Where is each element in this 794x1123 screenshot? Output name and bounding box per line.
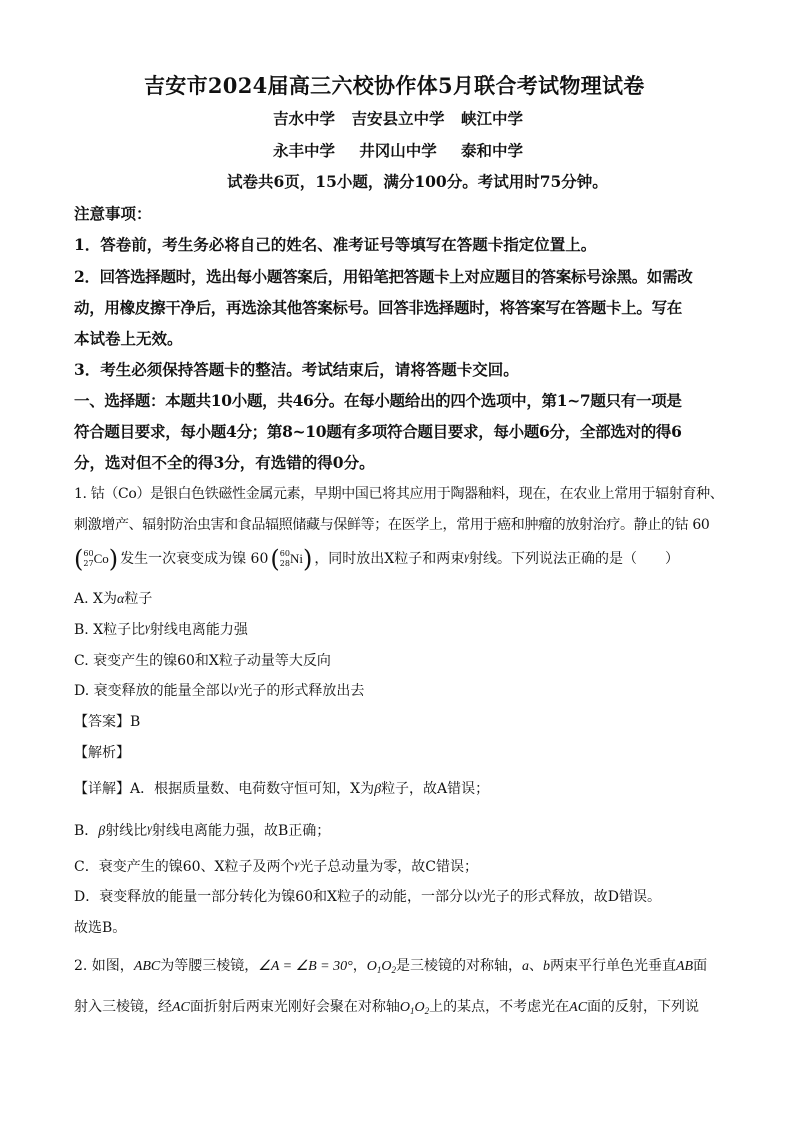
q1-detail-d [74,887,661,905]
face-ab-label: AB [675,959,694,974]
option-text: A. X为 [74,591,117,607]
section-1-line-2: 符合题目要求，每小题4分；第8~10题有多项符合题目要求，每小题6分，全部选对的得6 [74,422,682,441]
axis-letter: O [366,959,377,974]
detail-text: 射线比 [105,823,148,839]
q1-detail-c [74,857,478,875]
angle-expression: ∠A = ∠B = 30° [258,959,353,974]
notes-item-2-line-1: 2．回答选择题时，选出每小题答案后，用铅笔把答题卡上对应题目的答案标号涂黑。如需改 [74,267,693,286]
q2-text: 面折射后两束光刚好会聚在对称轴 [189,999,400,1015]
school-name: 泰和中学 [460,141,523,160]
q2-text: 2. 如图， [74,958,134,974]
axis-letter: O [381,959,392,974]
q2-text: 射入三棱镜，经 [74,999,172,1015]
option-text: 射线电离能力强 [149,622,248,638]
option-text: D. 衰变释放的能量全部以 [74,683,234,699]
beam-a-label: a [521,959,529,974]
gamma-symbol: γ [464,549,470,563]
q1-option-c: C. 衰变产生的镍60和X粒子动量等大反向 [74,653,331,669]
q2-text: ， [352,958,367,974]
notes-heading: 注意事项： [74,204,152,223]
school-name: 吉安县立中学 [351,109,445,128]
axis-label-o1o2: $O_1O_2$ [366,959,396,975]
axis-letter: O [414,1000,425,1015]
q2-stem-line-2 [74,1000,699,1015]
q2-text: 为等腰三棱镜， [160,958,259,974]
school-list-row1 [273,111,523,127]
element-symbol: Ni [289,551,303,566]
mass-number: 60 [83,549,94,558]
school-name: 峡江中学 [460,109,523,128]
school-list-row2 [273,143,523,159]
cobalt-60-nuclide: ( 60 27 Co) [74,545,119,573]
detail-text: 粒子，故A错误； [381,781,490,797]
q1-text: ，同时放出X粒子和两束 [314,551,465,567]
atomic-number: 27 [83,559,94,568]
section-1-line-3: 分，选对但不全的得3分，有选错的得0分。 [74,453,375,472]
notes-item-2-line-2: 动，用橡皮擦干净后，再选涂其他答案标号。回答非选择题时，将答案写在答题卡上。写在 [74,298,683,317]
q1-analysis-heading: 【解析】 [74,745,130,761]
beta-symbol: β [98,824,106,839]
q1-answer: 【答案】B [74,714,141,730]
detail-text: 光子总动量为零，故C错误； [299,859,478,875]
gamma-symbol: γ [294,857,300,871]
school-name: 井冈山中学 [359,141,437,160]
notes-item-3: 3．考生必须保持答题卡的整洁。考试结束后，请将答题卡交回。 [74,360,519,379]
face-ac-label: AC [569,1000,588,1015]
detail-text: 【详解】A．根据质量数、电荷数守恒可知，X为 [74,781,375,797]
q2-text: 、 [528,958,543,974]
q1-option-a [74,592,152,607]
q1-stem-line-1: 1. 钴（Co）是银白色铁磁性金属元素，早期中国已将其应用于陶器釉料，现在，在农业上常用于辐射育种、 [74,486,724,502]
gamma-symbol: γ [477,887,482,901]
detail-text: C．衰变产生的镍60、X粒子及两个 [74,859,295,875]
notes-item-2-line-3: 本试卷上无效。 [74,329,183,348]
exam-info: 试卷共6页，15小题，满分100分。考试用时75分钟。 [227,172,608,191]
q1-stem-line-2: 刺激增产、辐射防治虫害和食品辐照储藏与保鲜等；在医学上，常用于癌和肿瘤的放射治疗。静止的钴 60 [74,517,710,533]
q1-conclusion: 故选B。 [74,920,127,936]
option-text: 粒子 [124,591,153,607]
q1-option-b [74,620,248,638]
school-name: 永丰中学 [273,141,336,160]
prism-label: ABC [133,959,161,974]
section-1-line-1: 一、选择题：本题共10小题，共46分。在每小题给出的四个选项中，第1~7题只有一项是 [74,391,682,410]
beam-b-label: b [542,959,550,974]
q2-text: 上的某点，不考虑光在 [429,999,570,1015]
q2-text: 是三棱镜的对称轴， [395,958,522,974]
beta-symbol: β [374,782,382,797]
face-ac-label: AC [172,1000,190,1015]
mass-number: 60 [279,549,290,558]
gamma-symbol: γ [233,681,239,695]
q1-text: 射线。下列说法正确的是（ ） [469,551,680,567]
notes-item-1: 1．答卷前，考生务必将自己的姓名、准考证号等填写在答题卡指定位置上。 [74,235,597,254]
q1-text: 发生一次衰变成为镍 60 [120,551,269,567]
q2-text: 面的反射，下列说 [587,999,700,1015]
page-title: 吉安市2024届高三六校协作体5月联合考试物理试卷 [144,73,645,98]
q1-option-d [74,681,365,699]
element-symbol: Co [93,551,109,566]
axis-label-o1o2: $O_1O_2$ [399,1000,430,1016]
q1-stem-line-3 [72,544,679,574]
detail-text: B． [74,823,99,839]
q2-stem-line-1 [74,959,707,974]
q2-text: 面 [693,958,708,974]
gamma-symbol: γ [147,821,153,835]
school-name: 吉水中学 [273,109,336,128]
q1-detail-a [74,782,489,797]
gamma-symbol: γ [145,620,150,634]
detail-text: D．衰变释放的能量一部分转化为镍60和X粒子的动能，一部分以 [74,889,478,905]
q1-detail-b [74,821,331,839]
detail-text: 射线电离能力强，故B正确； [152,823,331,839]
option-text: B. X粒子比 [74,622,146,638]
alpha-symbol: α [116,592,125,607]
atomic-number: 28 [279,559,290,568]
option-text: 光子的形式释放出去 [238,683,365,699]
detail-text: 光子的形式释放，故D错误。 [481,889,661,905]
nickel-60-nuclide: ( 60 28 Ni) [270,545,313,573]
axis-letter: O [399,1000,411,1015]
q2-text: 两束平行单色光垂直 [549,958,676,974]
